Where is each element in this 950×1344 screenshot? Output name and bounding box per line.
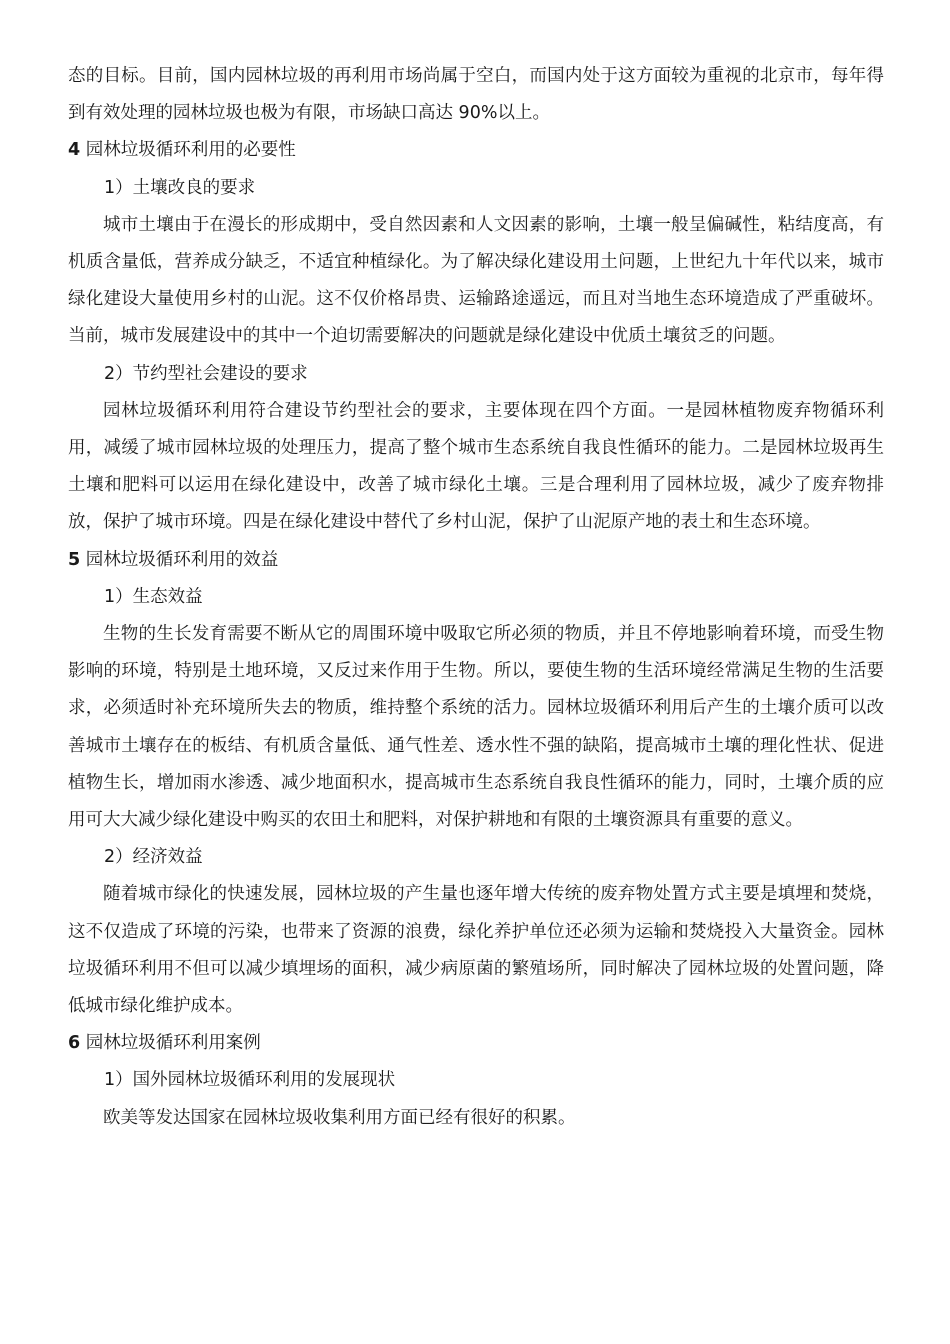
section-title: 园林垃圾循环利用的效益 xyxy=(80,549,279,570)
section-heading-6 xyxy=(68,1025,884,1062)
paragraph: 城市土壤由于在漫长的形成期中，受自然因素和人文因素的影响，土壤一般呈偏碱性，粘结度高，有机质含量低，营养成分缺乏，不适宜种植绿化。为了解决绿化建设用土问题，上世纪九十年代以来，城市绿化建设大量使用乡村的山泥。这不仅价格昂贵、运输路途遥远，而且对当地生态环境造成了严重破坏。当前，城市发展建设中的其中一个迫切需要解决的问题就是绿化建设中优质土壤贫乏的问题。 xyxy=(68,214,884,347)
section-number: 6 xyxy=(68,1033,81,1054)
subsection-heading: 1）生态效益 xyxy=(104,586,203,607)
section-title: 园林垃圾循环利用的必要性 xyxy=(80,140,296,161)
subsection-heading: 2）节约型社会建设的要求 xyxy=(104,363,308,384)
section-title: 园林垃圾循环利用案例 xyxy=(80,1033,261,1054)
section-heading-4 xyxy=(68,132,884,169)
section-number: 5 xyxy=(68,549,81,570)
document-page xyxy=(68,58,884,1137)
subsection-heading: 1）土壤改良的要求 xyxy=(104,177,256,198)
subsection-heading: 1）国外园林垃圾循环利用的发展现状 xyxy=(104,1070,396,1091)
paragraph-continued: 态的目标。目前，国内园林垃圾的再利用市场尚属于空白，而国内处于这方面较为重视的北京市，每年得到有效处理的园林垃圾也极为有限，市场缺口高达 90%以上。 xyxy=(68,66,884,124)
section-number: 4 xyxy=(68,140,81,161)
paragraph: 园林垃圾循环利用符合建设节约型社会的要求，主要体现在四个方面。一是园林植物废弃物循环利用，减缓了城市园林垃圾的处理压力，提高了整个城市生态系统自我良性循环的能力。二是园林垃圾再生土壤和肥料可以运用在绿化建设中，改善了城市绿化土壤。三是合理利用了园林垃圾，减少了废弃物排放，保护了城市环境。四是在绿化建设中替代了乡村山泥，保护了山泥原产地的表土和生态环境。 xyxy=(68,400,884,533)
paragraph: 生物的生长发育需要不断从它的周围环境中吸取它所必须的物质，并且不停地影响着环境，而受生物影响的环境，特别是土地环境，又反过来作用于生物。所以，要使生物的生活环境经常满足生物的生活要求，必须适时补充环境所失去的物质，维持整个系统的活力。园林垃圾循环利用后产生的土壤介质可以改善城市土壤存在的板结、有机质含量低、通气性差、透水性不强的缺陷，提高城市土壤的理化性状、促进植物生长，增加雨水渗透、减少地面积水，提高城市生态系统自我良性循环的能力，同时，土壤介质的应用可大大减少绿化建设中购买的农田土和肥料，对保护耕地和有限的土壤资源具有重要的意义。 xyxy=(68,624,884,831)
subsection-heading: 2）经济效益 xyxy=(104,847,203,868)
section-heading-5 xyxy=(68,542,884,579)
paragraph: 随着城市绿化的快速发展，园林垃圾的产生量也逐年增大传统的废弃物处置方式主要是填埋和焚烧，这不仅造成了环境的污染，也带来了资源的浪费，绿化养护单位还必须为运输和焚烧投入大量资金。园林垃圾循环利用不但可以减少填埋场的面积，减少病原菌的繁殖场所，同时解决了园林垃圾的处置问题，降低城市绿化维护成本。 xyxy=(68,884,884,1017)
paragraph: 欧美等发达国家在园林垃圾收集利用方面已经有很好的积累。 xyxy=(103,1107,576,1128)
